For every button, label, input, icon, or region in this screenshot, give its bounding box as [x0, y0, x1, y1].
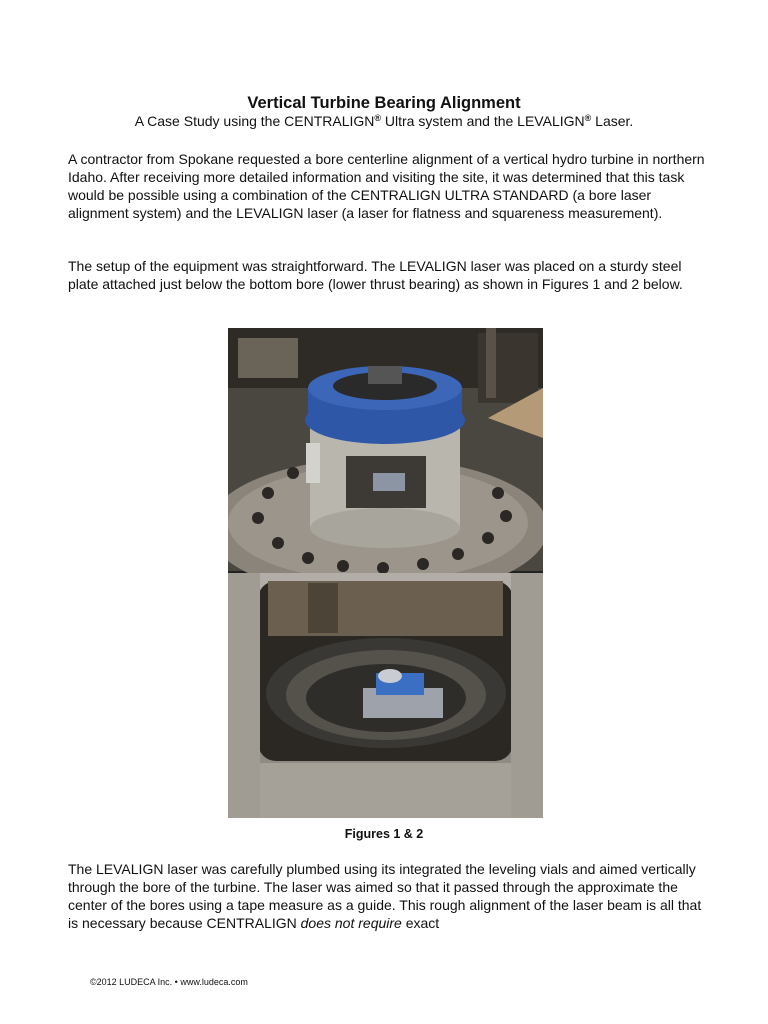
figure-photos	[228, 328, 543, 818]
paragraph-plumbing-emphasis: does not require	[300, 915, 402, 931]
document-title: Vertical Turbine Bearing Alignment	[247, 94, 521, 112]
paragraph-intro: A contractor from Spokane requested a bore centerline alignment of a vertical hydro turbine in northern Idaho. After receiving more detailed information and visiting the site, it was determined that this task would be possible using a combination of the CENTRALIGN ULTRA STANDARD (a bore laser alignment system) and the LEVALIGN laser (a laser for flatness and squareness measurement).	[68, 151, 705, 221]
figure-2-photo	[228, 573, 543, 818]
registered-mark-2: ®	[584, 113, 592, 123]
paragraph-plumbing	[68, 860, 708, 932]
paragraph-plumbing-tail: exact	[401, 915, 440, 931]
turbine-photos	[228, 328, 543, 818]
figure-caption: Figures 1 & 2	[344, 827, 424, 841]
subtitle-part-3: Laser.	[591, 113, 634, 129]
page-footer: ©2012 LUDECA Inc. • www.ludeca.com	[90, 977, 248, 987]
registered-mark-1: ®	[374, 113, 382, 123]
subtitle-part-2: Ultra system and the LEVALIGN	[381, 113, 585, 129]
paragraph-setup: The setup of the equipment was straightforward. The LEVALIGN laser was placed on a sturdy steel plate attached just below the bottom bore (lower thrust bearing) as shown in Figures 1 and 2 below.	[68, 258, 683, 292]
figure-1-photo	[228, 328, 543, 598]
document-subtitle	[0, 112, 768, 130]
paragraph-plumbing-text: The LEVALIGN laser was carefully plumbed using its integrated the leveling vials and aimed vertically through the bore of the turbine. The laser was aimed so that it passed through the approximate the center of the bores using a tape measure as a guide. This rough alignment of the laser beam is all that is necessary because CENTRALIGN	[68, 861, 702, 931]
subtitle-part-1: A Case Study using the CENTRALIGN	[134, 113, 375, 129]
